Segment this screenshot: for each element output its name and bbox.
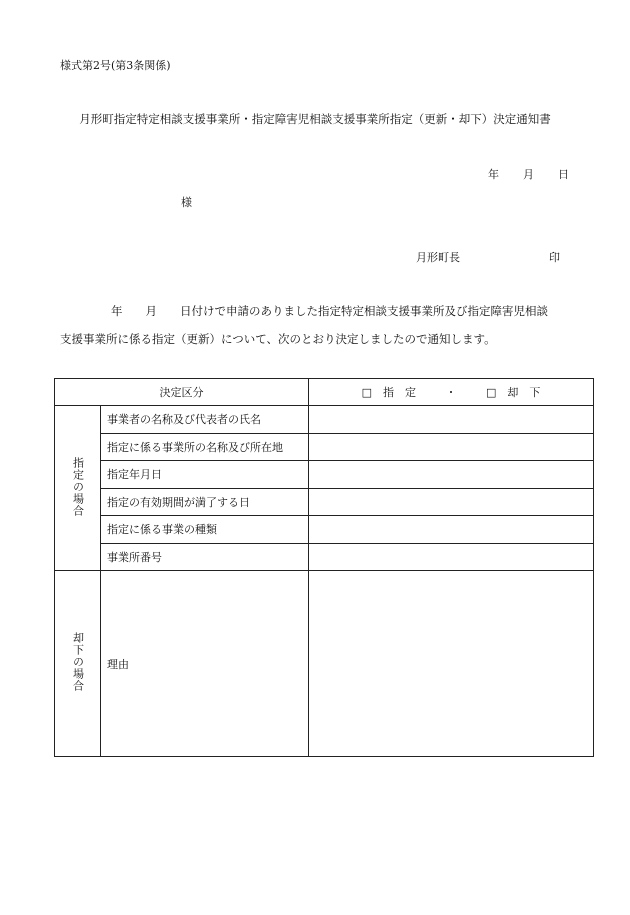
row-label-office-number: 事業所番号 bbox=[101, 543, 309, 571]
table-row bbox=[55, 488, 594, 516]
recipient-suffix: 様 bbox=[181, 196, 192, 209]
decision-options bbox=[309, 379, 594, 406]
seal-mark: 印 bbox=[549, 251, 560, 264]
table-row bbox=[55, 516, 594, 544]
rejection-group-label: 却下の場合 bbox=[55, 571, 101, 757]
designation-group-label: 指定の場合 bbox=[55, 406, 101, 571]
decision-category-row bbox=[55, 379, 594, 406]
row-label-reason: 理由 bbox=[101, 571, 309, 757]
field-office-number[interactable] bbox=[309, 543, 594, 571]
decision-table bbox=[54, 378, 594, 757]
option-designate[interactable]: □ 指 定 bbox=[361, 386, 416, 399]
table-row bbox=[55, 571, 594, 757]
form-number: 様式第2号(第3条関係) bbox=[60, 59, 171, 72]
row-label-business-type: 指定に係る事業の種類 bbox=[101, 516, 309, 544]
field-designation-date[interactable] bbox=[309, 461, 594, 489]
date-month: 月 bbox=[523, 168, 534, 181]
table-row bbox=[55, 406, 594, 434]
sender-name: 月形町長 bbox=[416, 251, 460, 264]
field-business-type[interactable] bbox=[309, 516, 594, 544]
table-row bbox=[55, 461, 594, 489]
field-operator-name[interactable] bbox=[309, 406, 594, 434]
row-label-designation-date: 指定年月日 bbox=[101, 461, 309, 489]
decision-category-label: 決定区分 bbox=[55, 379, 309, 406]
row-label-operator-name: 事業者の名称及び代表者の氏名 bbox=[101, 406, 309, 434]
date-day: 日 bbox=[558, 168, 569, 181]
option-reject[interactable]: □ 却 下 bbox=[486, 386, 541, 399]
body-text-line-2: 支援事業所に係る指定（更新）について、次のとおり決定しましたので通知します。 bbox=[60, 332, 496, 346]
field-reason[interactable] bbox=[309, 571, 594, 757]
date-year: 年 bbox=[488, 168, 499, 181]
option-separator: ・ bbox=[445, 386, 457, 399]
date-line bbox=[488, 166, 569, 182]
row-label-expiry-date: 指定の有効期間が満了する日 bbox=[101, 488, 309, 516]
row-label-office-name-address: 指定に係る事業所の名称及び所在地 bbox=[101, 433, 309, 461]
table-row bbox=[55, 543, 594, 571]
table-row bbox=[55, 433, 594, 461]
field-expiry-date[interactable] bbox=[309, 488, 594, 516]
body-text-line-1: 年 月 日付けで申請のありました指定特定相談支援事業所及び指定障害児相談 bbox=[111, 304, 548, 318]
field-office-name-address[interactable] bbox=[309, 433, 594, 461]
document-title: 月形町指定特定相談支援事業所・指定障害児相談支援事業所指定（更新・却下）決定通知書 bbox=[79, 112, 551, 126]
